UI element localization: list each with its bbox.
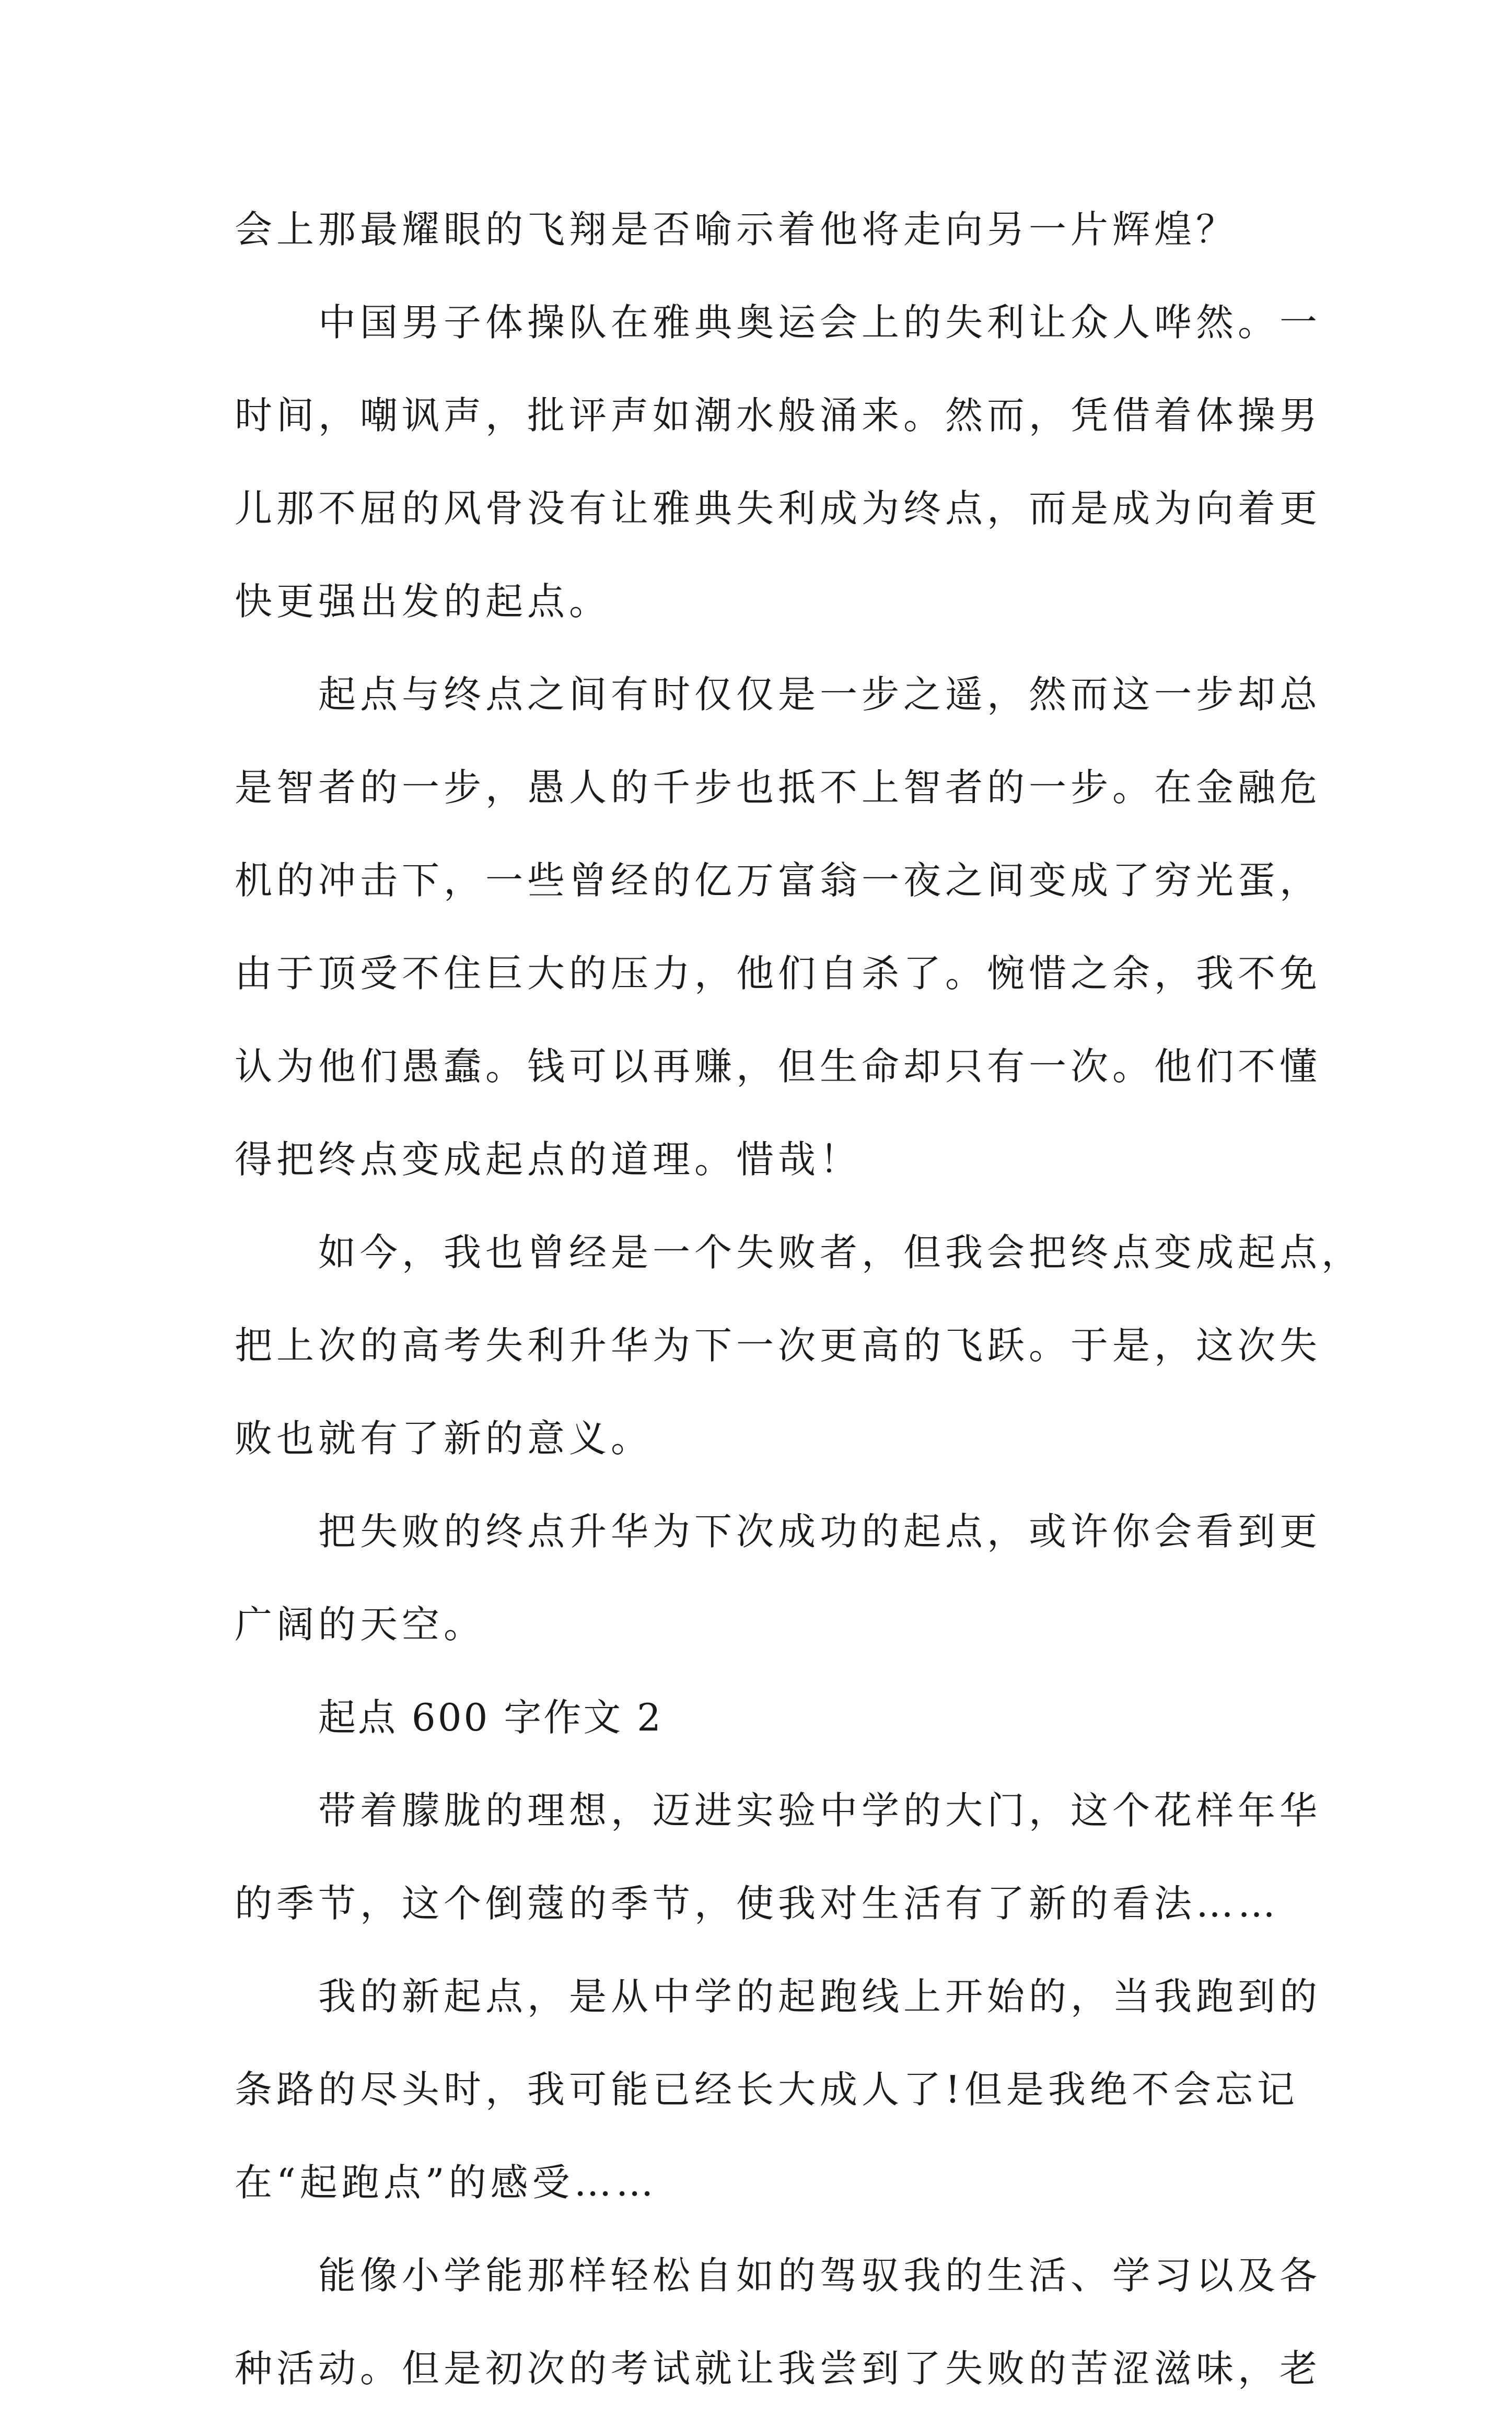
text-line: 条路的尽头时，我可能已经长大成人了!但是我绝不会忘记 <box>235 2068 1299 2111</box>
text-line: 儿那不屈的风骨没有让雅典失利成为终点，而是成为向着更 <box>235 486 1322 530</box>
text-line: 把上次的高考失利升华为下一次更高的飞跃。于是，这次失 <box>235 1323 1322 1367</box>
text-line: 在“起跑点”的感受…… <box>235 2161 658 2204</box>
text-line: 是智者的一步，愚人的千步也抵不上智者的一步。在金融危 <box>235 765 1322 809</box>
text-line: 败也就有了新的意义。 <box>235 1417 653 1460</box>
text-line: 我的新起点，是从中学的起跑线上开始的，当我跑到的 <box>318 1975 1322 2018</box>
text-line: 把失败的终点升华为下次成功的起点，或许你会看到更 <box>318 1510 1322 1553</box>
text-line: 起点与终点之间有时仅仅是一步之遥，然而这一步却总 <box>318 672 1322 716</box>
text-line: 能像小学能那样轻松自如的驾驭我的生活、学习以及各 <box>318 2254 1322 2297</box>
text-line: 中国男子体操队在雅典奥运会上的失利让众人哗然。一 <box>318 300 1322 344</box>
document-body <box>235 183 1364 2415</box>
text-line: 带着朦胧的理想，迈进实验中学的大门，这个花样年华 <box>318 1789 1322 1832</box>
text-line: 认为他们愚蠢。钱可以再赚，但生命却只有一次。他们不懂 <box>235 1044 1322 1088</box>
text-line: 广阔的天空。 <box>235 1603 486 1646</box>
text-line: 时间，嘲讽声，批评声如潮水般涌来。然而，凭借着体操男 <box>235 393 1322 437</box>
text-line: 机的冲击下，一些曾经的亿万富翁一夜之间变成了穷光蛋， <box>235 858 1322 902</box>
text-line: 得把终点变成起点的道理。惜哉！ <box>235 1137 862 1181</box>
text-line: 由于顶受不住巨大的压力，他们自杀了。惋惜之余，我不免 <box>235 951 1322 995</box>
section-heading: 起点 600 字作文 2 <box>318 1696 663 1739</box>
text-line: 的季节，这个倒蔻的季节，使我对生活有了新的看法…… <box>235 1882 1280 1925</box>
text-line: 快更强出发的起点。 <box>235 579 611 623</box>
text-line: 如今，我也曾经是一个失败者，但我会把终点变成起点， <box>318 1230 1364 1274</box>
text-line: 会上那最耀眼的飞翔是否喻示着他将走向另一片辉煌？ <box>235 207 1238 251</box>
text-line: 种活动。但是初次的考试就让我尝到了失败的苦涩滋味，老 <box>235 2347 1322 2390</box>
